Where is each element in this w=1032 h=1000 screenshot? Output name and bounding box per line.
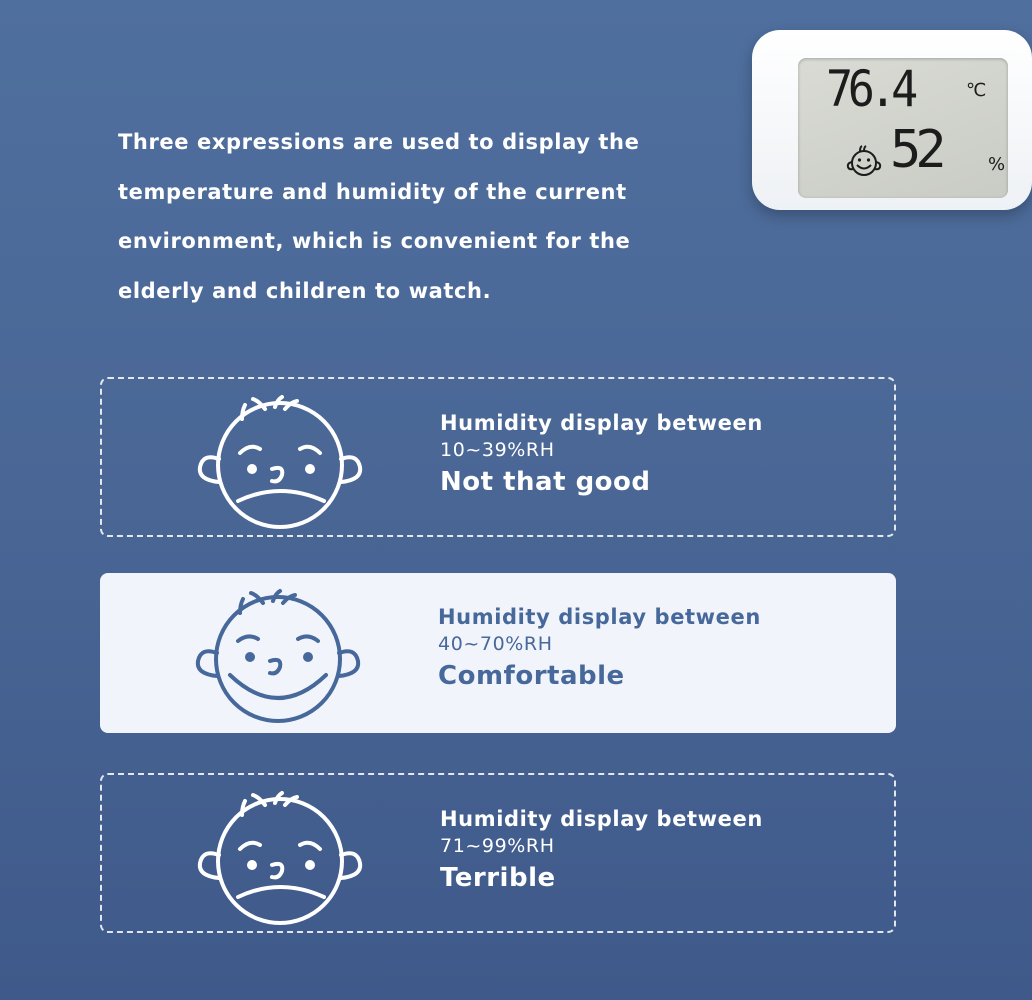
card-range: 40~70%RH [438, 633, 553, 655]
card-status: Not that good [440, 467, 651, 497]
intro-line: temperature and humidity of the current [118, 179, 627, 204]
thermometer-device [752, 30, 1032, 210]
intro-text [118, 118, 758, 316]
card-range: 71~99%RH [440, 835, 555, 857]
intro-line: elderly and children to watch. [118, 278, 492, 303]
intro-line: Three expressions are used to display the [118, 130, 640, 154]
card-text [440, 807, 763, 893]
card-text [440, 411, 763, 497]
humidity-card-high [100, 773, 896, 933]
smiling-face-icon [158, 591, 398, 716]
card-title: Humidity display between [440, 807, 763, 831]
lcd-temperature: 76.4 [826, 60, 913, 118]
intro-line: environment, which is convenient for the [118, 229, 631, 253]
lcd-temperature-unit: ℃ [966, 80, 987, 101]
card-title: Humidity display between [440, 411, 763, 435]
lcd-smiley-icon [844, 144, 884, 178]
lcd-screen [798, 58, 1008, 198]
card-text [438, 605, 761, 691]
worried-face-icon [160, 793, 400, 918]
lcd-humidity: 52 [890, 120, 941, 180]
worried-face-icon [160, 397, 400, 522]
humidity-card-low [100, 377, 896, 537]
card-status: Comfortable [438, 661, 625, 691]
card-title: Humidity display between [438, 605, 761, 629]
card-status: Terrible [440, 863, 556, 893]
lcd-humidity-unit: % [988, 154, 1006, 175]
humidity-card-comfortable [100, 573, 896, 733]
card-range: 10~39%RH [440, 439, 555, 461]
